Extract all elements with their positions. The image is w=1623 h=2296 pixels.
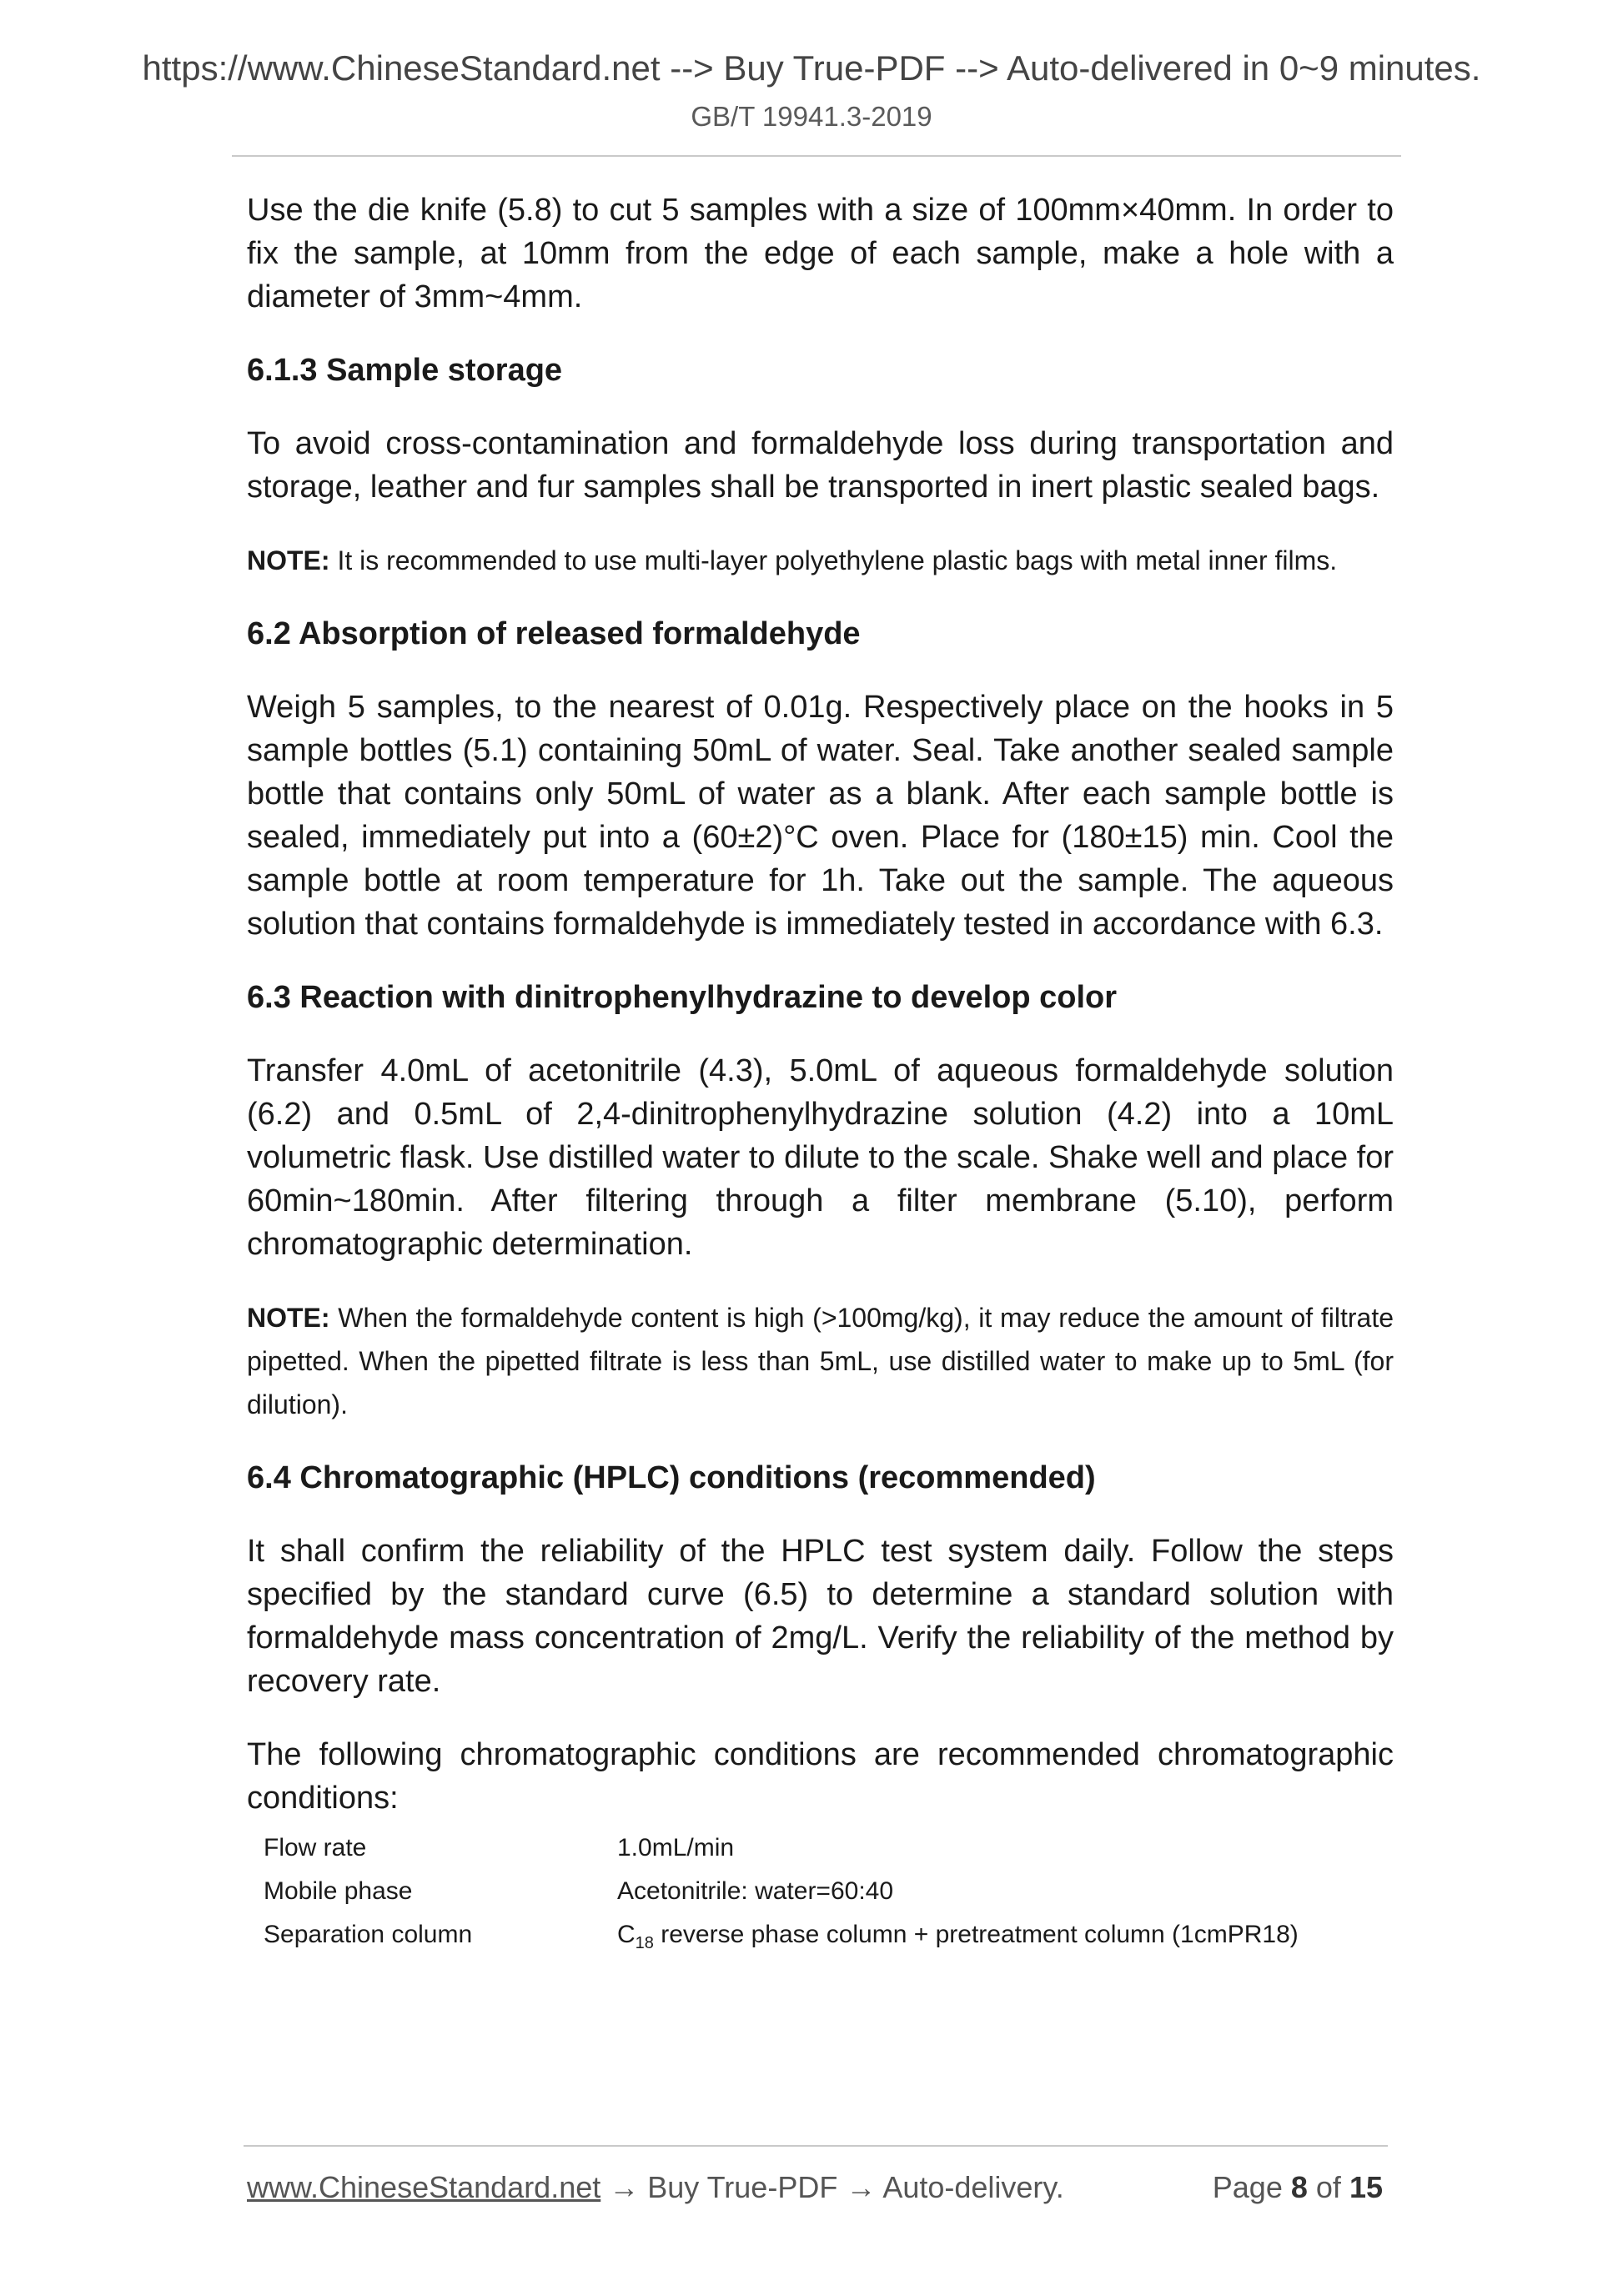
note-storage: [247, 539, 1394, 582]
section-heading-6-4: 6.4 Chromatographic (HPLC) conditions (recommended): [247, 1460, 1096, 1495]
document-body: [247, 188, 1394, 1965]
section-heading-6-3: 6.3 Reaction with dinitrophenylhydrazine to develop color: [247, 980, 1118, 1015]
page-indicator: [1213, 2167, 1383, 2208]
condition-label: Flow rate: [264, 1834, 367, 1861]
page-word: Page: [1212, 2170, 1283, 2204]
condition-row: [247, 1826, 1394, 1870]
header-divider: [232, 155, 1401, 157]
condition-value: [617, 1913, 1299, 1965]
section-heading-6-2: 6.2 Absorption of released formaldehyde: [247, 616, 861, 651]
column-subscript: 18: [635, 1934, 654, 1952]
note-label: NOTE:: [247, 545, 330, 575]
footer-site-link[interactable]: www.ChineseStandard.net: [247, 2170, 601, 2204]
page-header: [0, 43, 1623, 137]
paragraph-conditions-intro: The following chromatographic conditions are recommended chromatographic conditions:: [247, 1737, 1394, 1816]
footer-tagline: → Buy True-PDF → Auto-delivery.: [600, 2170, 1064, 2204]
of-word: of: [1315, 2170, 1341, 2204]
section-heading-6-1-3: 6.1.3 Sample storage: [247, 353, 563, 388]
chromatographic-conditions-table: [247, 1826, 1394, 1965]
condition-value: Acetonitrile: water=60:40: [617, 1877, 894, 1905]
condition-row: [247, 1913, 1394, 1965]
page-total: 15: [1349, 2170, 1383, 2204]
page-footer: [247, 2167, 1383, 2208]
note-text: It is recommended to use multi-layer polyethylene plastic bags with metal inner films.: [329, 545, 1338, 575]
footer-left: [247, 2170, 1064, 2204]
paragraph-reaction: Transfer 4.0mL of acetonitrile (4.3), 5.0mL of aqueous formaldehyde solution (6.2) and 0.5mL of 2,4-dinitrophenylhydrazine solution (4.2) into a 10mL volumetric flask. Use distilled water to dilute to the scale. Shake well and place for 60min~180min. After filtering through a filter membrane (5.10), perform chromatographic determination.: [247, 1053, 1394, 1262]
header-banner[interactable]: https://www.ChineseStandard.net --> Buy True-PDF --> Auto-delivered in 0~9 minutes.: [142, 48, 1481, 88]
note-label: NOTE:: [247, 1303, 330, 1333]
condition-label: Mobile phase: [264, 1877, 413, 1905]
paragraph-sample-storage: To avoid cross-contamination and formaldehyde loss during transportation and storage, leather and fur samples shall be transported in inert plastic sealed bags.: [247, 426, 1394, 505]
paragraph-hplc-reliability: It shall confirm the reliability of the HPLC test system daily. Follow the steps specified by the standard curve (6.5) to determine a standard solution with formaldehyde mass concentration of 2mg/L. Verify the reliability of the method by recovery rate.: [247, 1534, 1394, 1699]
paragraph-absorption: Weigh 5 samples, to the nearest of 0.01g. Respectively place on the hooks in 5 sample bottles (5.1) containing 50mL of water. Seal. Take another sealed sample bottle that contains only 50mL of water as a blank. After each sample bottle is sealed, immediately put into a (60±2)°C oven. Place for (180±15) min. Cool the sample bottle at room temperature for 1h. Take out the sample. The aqueous solution that contains formaldehyde is immediately tested in accordance with 6.3.: [247, 690, 1394, 942]
paragraph-sample-cutting: Use the die knife (5.8) to cut 5 samples with a size of 100mm×40mm. In order to fix the sample, at 10mm from the edge of each sample, make a hole with a diameter of 3mm~4mm.: [247, 193, 1394, 314]
standard-number: GB/T 19941.3-2019: [691, 101, 932, 132]
column-prefix: C: [617, 1921, 636, 1948]
footer-divider: [244, 2145, 1388, 2147]
column-description: reverse phase column + pretreatment column (1cmPR18): [653, 1921, 1299, 1948]
condition-label: Separation column: [264, 1921, 473, 1948]
page-number: 8: [1290, 2170, 1308, 2204]
note-text: When the formaldehyde content is high (>100mg/kg), it may reduce the amount of filtrate pipetted. When the pipetted filtrate is less than 5mL, use distilled water to make up to 5mL (for dilution).: [247, 1303, 1394, 1419]
condition-row: [247, 1870, 1394, 1913]
condition-value: 1.0mL/min: [617, 1834, 735, 1861]
note-dilution: [247, 1296, 1394, 1426]
